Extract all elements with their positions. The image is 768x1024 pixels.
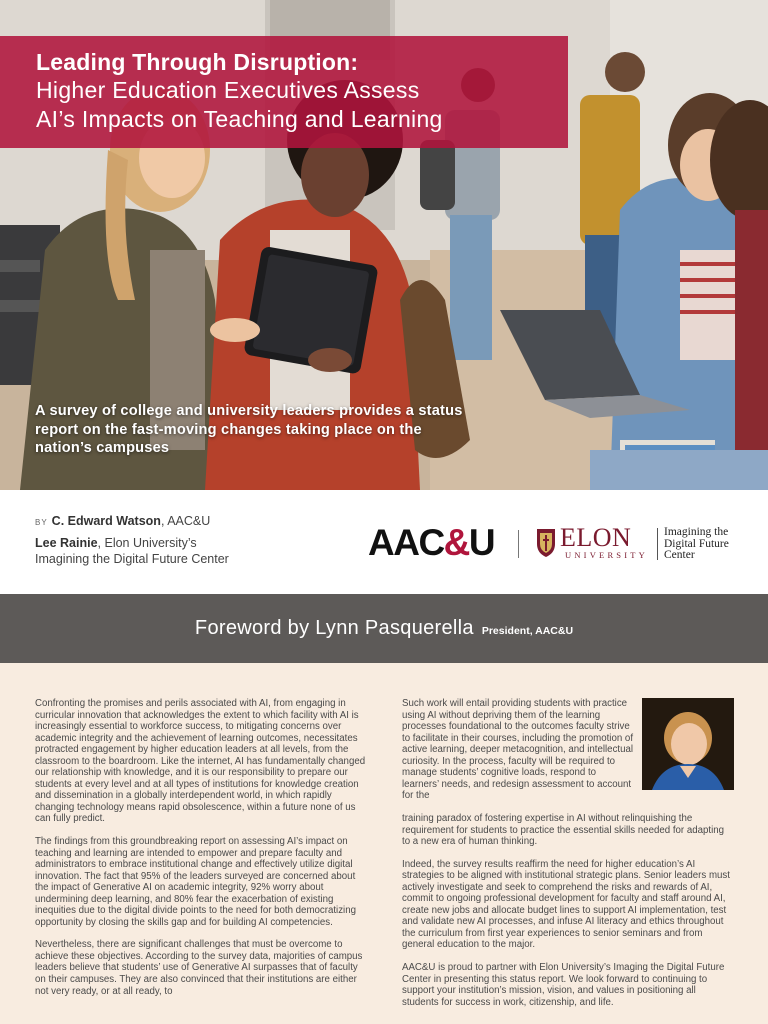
paragraph: training paradox of fostering expertise in AI without relinquishing the requirement for students to practice the essential skills needed for adapting to a new era of human thinking. — [402, 813, 725, 848]
author2-org: , Elon University’s — [97, 536, 197, 550]
title-banner — [0, 36, 568, 148]
lynn-pasquerella-portrait — [642, 698, 734, 790]
hero-tagline: A survey of college and university leaders provides a status report on the fast-moving changes taking place on the nation’s campuses — [35, 403, 463, 456]
author2-name: Lee Rainie — [35, 536, 98, 550]
report-subtitle-line1: Higher Education Executives Assess — [36, 77, 420, 103]
author-block — [35, 513, 355, 567]
logo-divider — [518, 530, 519, 558]
right-column — [402, 813, 732, 1019]
left-column — [35, 698, 367, 1008]
elon-shield-icon — [536, 528, 556, 558]
foreword-title: Foreword by Lynn Pasquerella — [194, 617, 474, 639]
paragraph: Confronting the promises and perils associated with AI, from engaging in curricular innovation that acknowledges the extent to which facility with AI is increasingly essential to workforce success, to mitigating concerns over academic integrity and the achievement of learning outcomes, necessitates protracted engagement by higher education leaders at all levels, from the classroom to the boardroom. Like the internet, AI has fundamentally changed our relationship with knowledge, and it is our responsibility to prepare our students at every level and at all types of institutions for knowledge creation and dissemination in a globally interdependent world, in which rapidly changing technology means rapid obsolescence, within a future none of us can fully predict. — [35, 698, 366, 825]
author2-org-line2: Imagining the Digital Future Center — [35, 552, 229, 566]
by-label: BY — [35, 518, 48, 527]
aacu-logo: AAC&U — [368, 522, 495, 563]
foreword-header — [0, 594, 768, 663]
elon-logo-university: UNIVERSITY — [565, 550, 648, 560]
paragraph: The findings from this groundbreaking report on assessing AI’s impact on teaching and learning are intended to empower and prepare faculty and administrators to embrace institutional change and effectively utilize digital innovation. The fact that 95% of the leaders surveyed are concerned about the impact of Generative AI on academic integrity, 92% worry about undermining deep learning, and 80% fear the exacerbation of existing inequities due to the digital divide points to the need for both democratizing opportunity by closing the skills gap and for building AI competencies. — [35, 836, 356, 928]
author1-name: C. Edward Watson — [51, 514, 161, 528]
paragraph: AAC&U is proud to partner with Elon University’s Imaging the Digital Future Center in presenting this status report. We look forward to continuing to support your institution’s mission, vision, and values in positioning all students for success in work, citizenship, and life. — [402, 962, 725, 1008]
partner-logos — [368, 520, 748, 568]
paragraph: Nevertheless, there are significant challenges that must be overcome to achieve these objectives. According to the survey data, majorities of campus leaders believe that students’ use of Generative AI surpasses that of faculty on their campuses. They are also convinced that their institutions are either not very ready, or at all ready, to — [35, 939, 363, 997]
elon-logo-wordmark: ELON — [560, 523, 632, 552]
paragraph: Such work will entail providing students with practice using AI without depriving them of the learning processes foundational to the outcomes faculty strive to facilitate in their courses, including the promotion of active learning, deeper metacognition, and intellectual curiosity. In the process, faculty will be required to manage students’ cognitive loads, respond to learners’ needs, and redesign assessment to account for the — [402, 698, 634, 802]
imagining-digital-future-logo: Imagining the Digital Future Center — [664, 526, 729, 561]
right-column-wrapped — [402, 698, 634, 813]
elon-divider — [657, 528, 658, 560]
hero-photo — [0, 0, 768, 490]
paragraph: Indeed, the survey results reaffirm the need for higher education’s AI strategies to be aligned with institutional strategic plans. Senior leaders must actively investigate and seek to comprehend the risks and rewards of AI, commit to ongoing professional development for faculty and staff around AI, create new jobs and allocate budget lines to support AI implementation, test and validate new AI processes, and infuse AI literacy and ethics throughout the curriculum from first year experiences to senior seminars and from general education to the major. — [402, 858, 730, 951]
report-subtitle-line2: AI’s Impacts on Teaching and Learning — [36, 106, 443, 132]
report-title: Leading Through Disruption: — [36, 49, 359, 75]
foreword-role: President, AAC&U — [481, 624, 574, 637]
author1-org: , AAC&U — [160, 514, 211, 528]
